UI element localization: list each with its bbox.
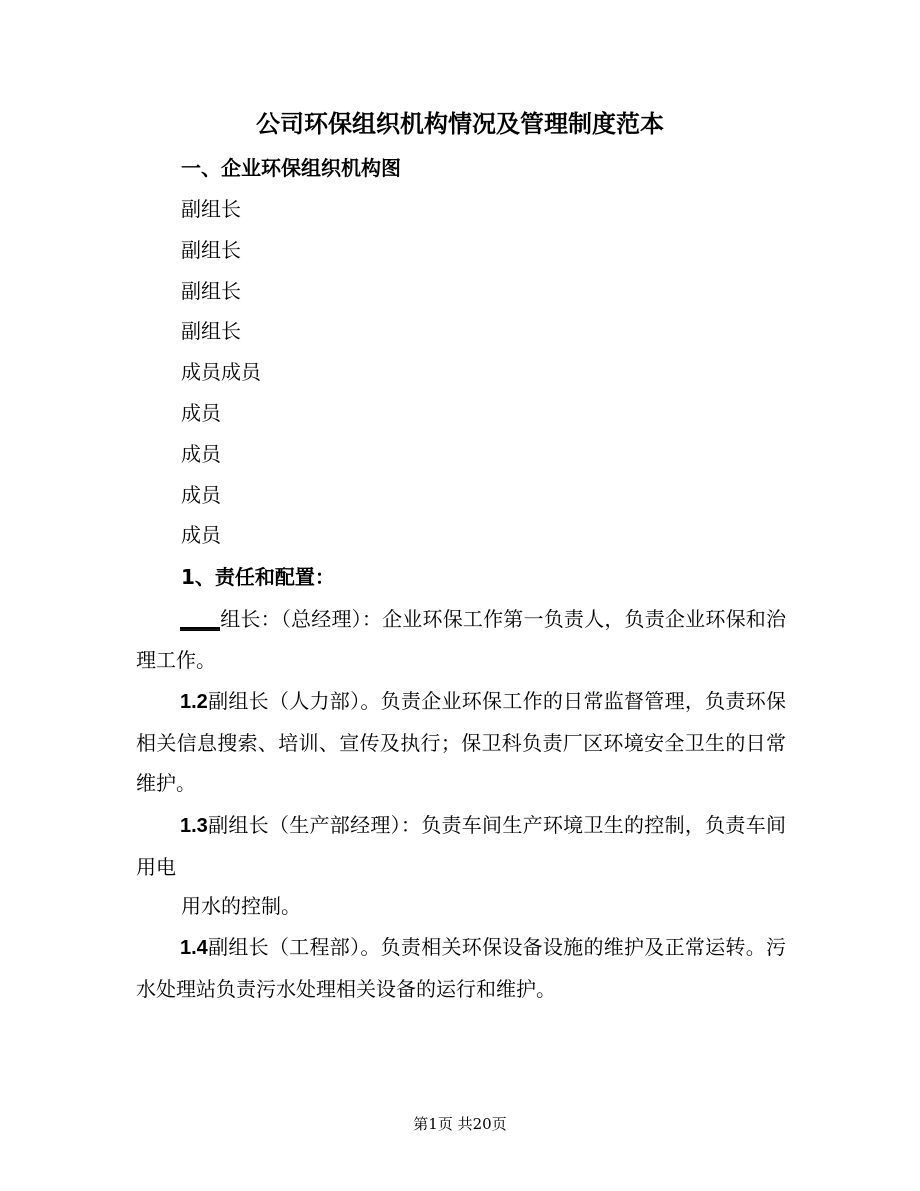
section-heading-org-chart: 一、企业环保组织机构图 (181, 156, 401, 180)
list-item: 成员 (181, 441, 221, 466)
list-item: 副组长 (181, 197, 241, 221)
list-item: 成员 (181, 523, 221, 548)
paragraph-1-3 (136, 805, 786, 887)
list-item: 成员成员 (181, 360, 261, 385)
list-item: 成员 (181, 400, 221, 425)
section-heading-responsibilities: 1、责任和配置： (181, 565, 335, 589)
list-item: 副组长 (181, 319, 241, 344)
clause-number: 1.2 (180, 691, 208, 713)
list-item: 副组长 (181, 237, 241, 262)
paragraph-1-4 (136, 927, 786, 1009)
paragraph-text: 副组长（生产部经理）：负责车间生产环境卫生的控制，负责车间用电 (136, 813, 786, 879)
page-footer: 第1页 共20页 (413, 1115, 507, 1133)
paragraph-text: 组长：（总经理）：企业环保工作第一负责人，负责企业环保和治理工作。 (136, 607, 786, 672)
paragraph-text: 副组长（工程部）。负责相关环保设备设施的维护及正常运转。污水处理站负责污水处理相关设备的运行和维护。 (136, 935, 786, 1001)
page-title: 公司环保组织机构情况及管理制度范本 (256, 110, 664, 138)
paragraph-text: 副组长（人力部）。负责企业环保工作的日常监督管理，负责环保相关信息搜索、培训、宣传及执行；保卫科负责厂区环境安全卫生的日常维护。 (136, 689, 786, 795)
org-member-list (181, 189, 261, 556)
list-item: 副组长 (181, 278, 241, 303)
paragraph-continuation: 用水的控制。 (181, 894, 301, 918)
paragraph-leader (136, 599, 786, 680)
blank-underline: ____ (180, 607, 220, 631)
clause-number: 1.4 (180, 937, 208, 959)
list-item: 成员 (181, 482, 221, 507)
clause-number: 1.3 (180, 815, 208, 837)
paragraph-1-2 (136, 681, 786, 804)
